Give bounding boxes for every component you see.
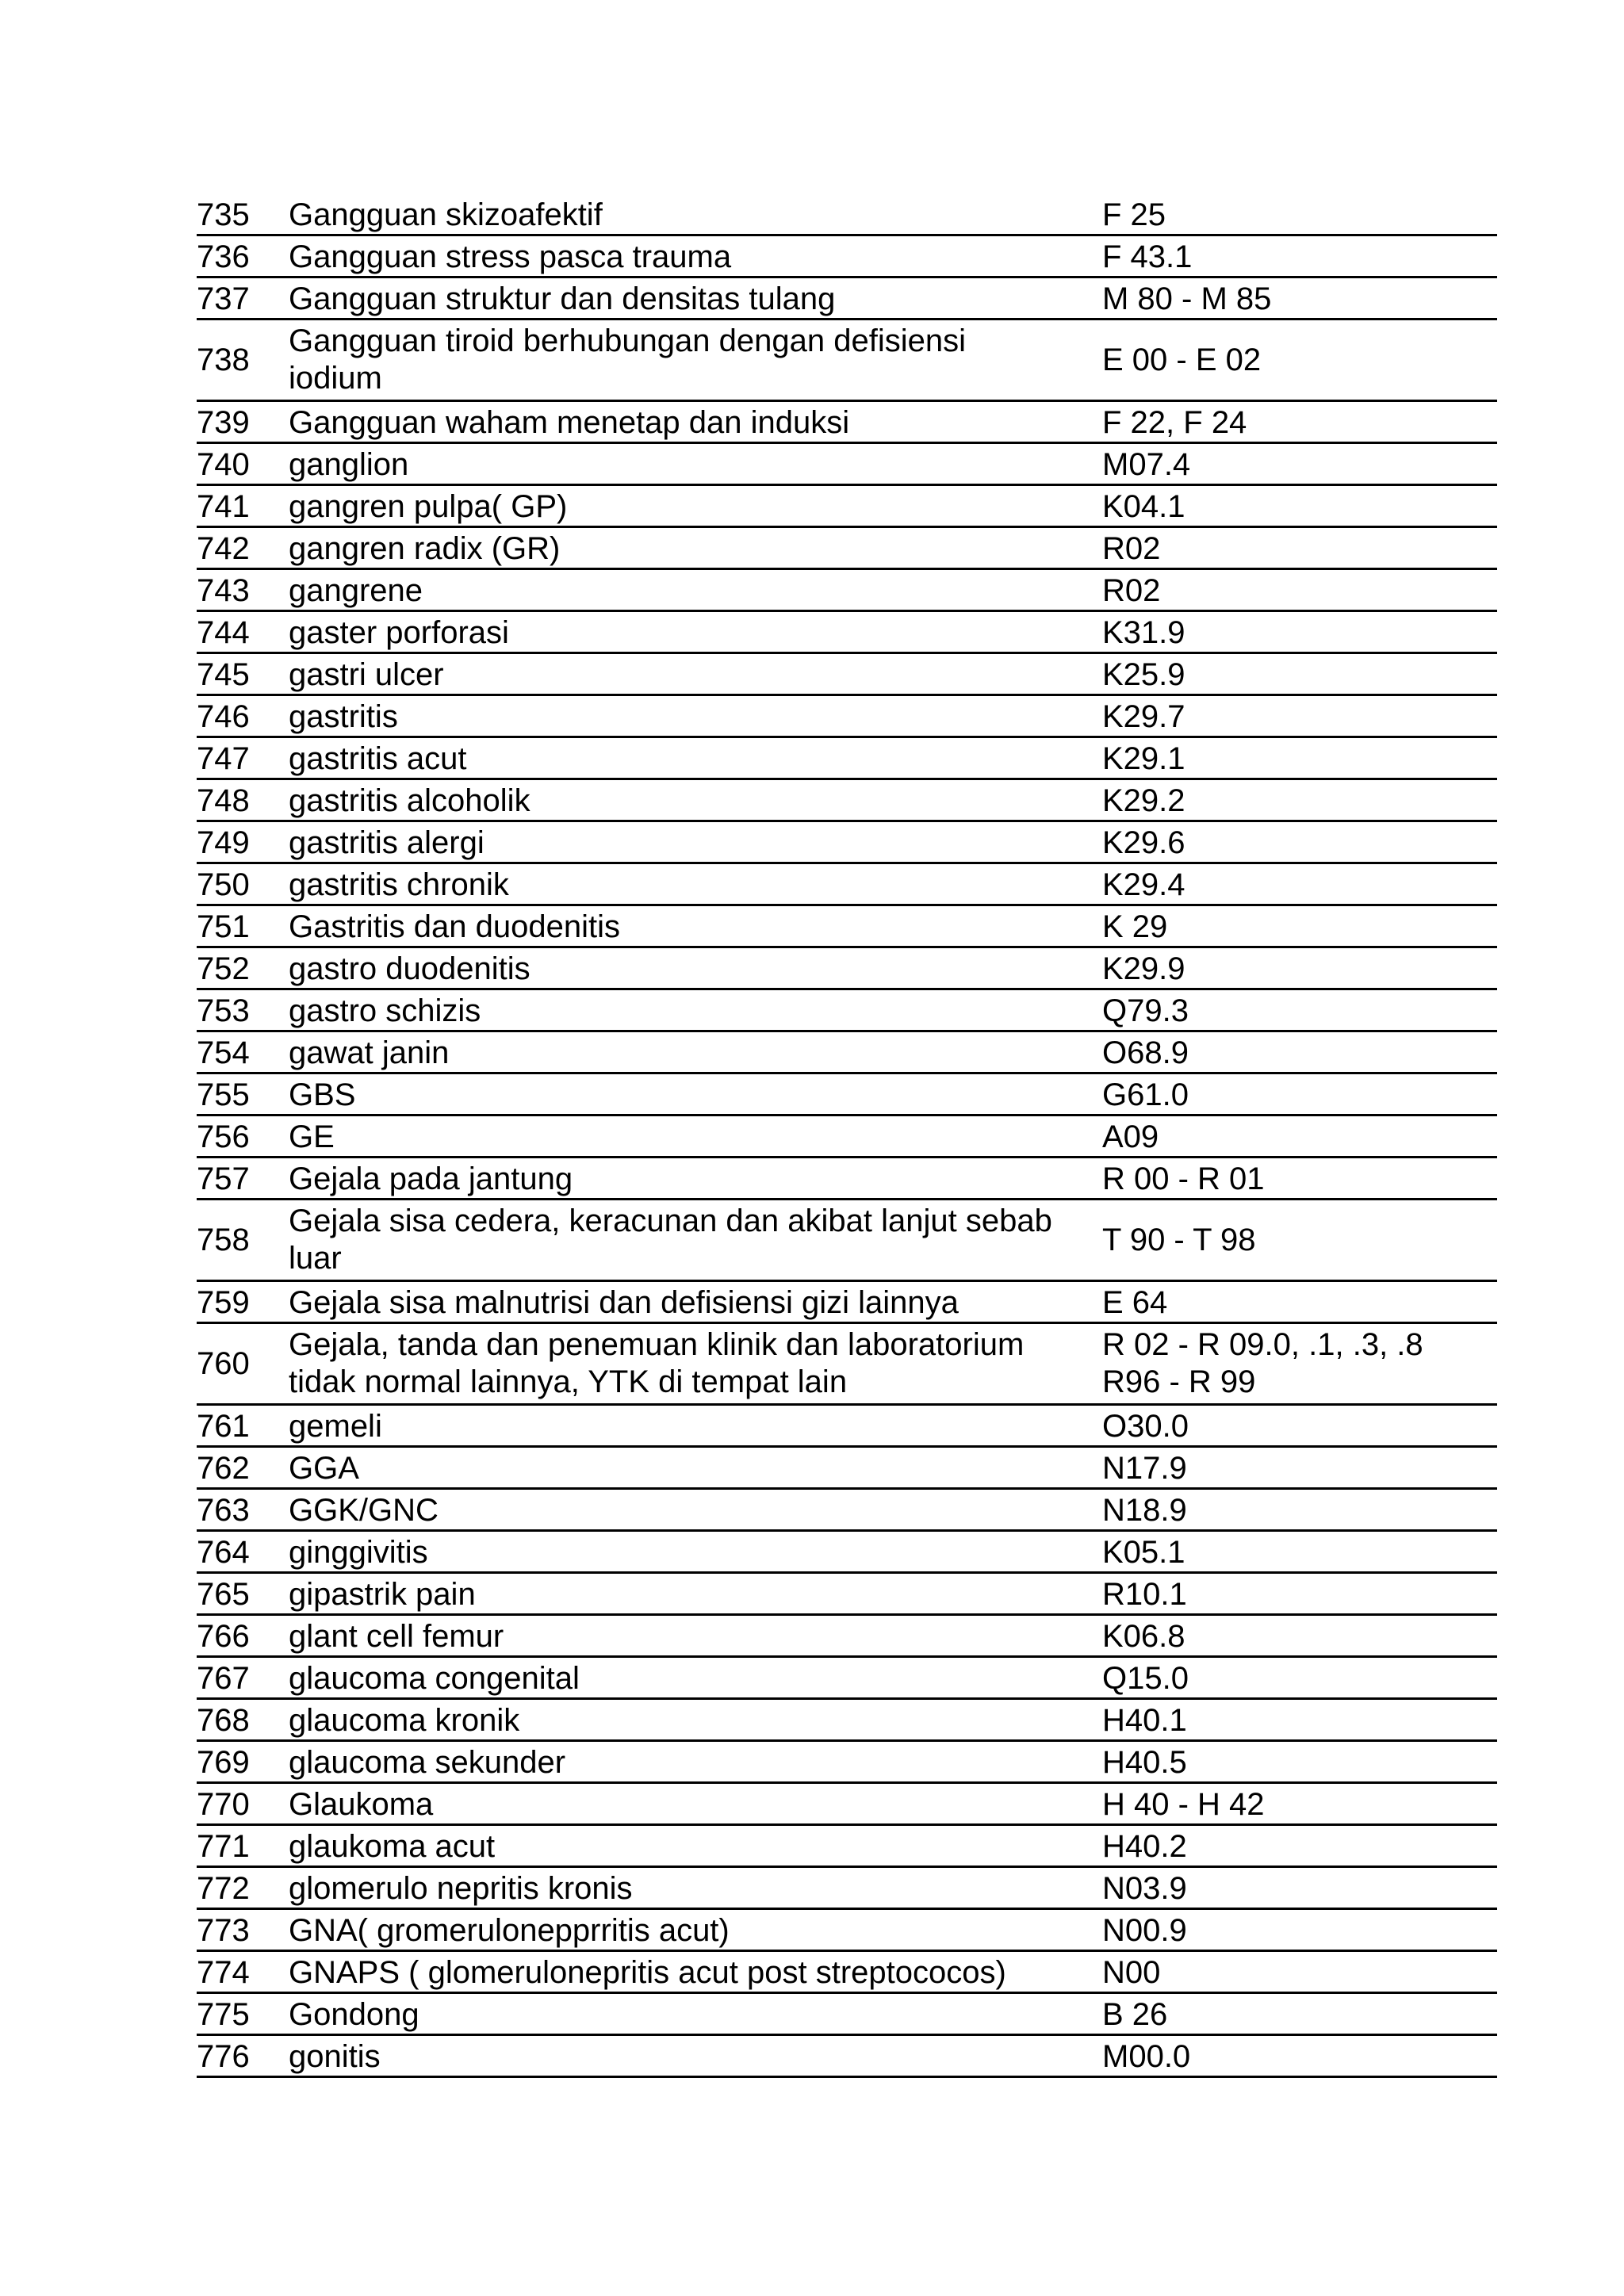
- diagnosis-text: GGA: [289, 1451, 359, 1486]
- diagnosis-text: GBS: [289, 1077, 356, 1112]
- row-number: 770: [197, 1787, 250, 1822]
- row-diagnosis: [289, 1448, 1102, 1487]
- icd-code-text: N00.9: [1102, 1913, 1187, 1948]
- row-number: 745: [197, 657, 250, 692]
- table-row: [197, 1574, 1497, 1616]
- row-number: 754: [197, 1035, 250, 1070]
- row-icd-code: [1102, 1868, 1497, 1908]
- table-row: [197, 1784, 1497, 1826]
- icd-code-text: A09: [1102, 1119, 1159, 1154]
- row-number: 756: [197, 1119, 250, 1154]
- row-icd-code: [1102, 444, 1497, 484]
- row-number: 774: [197, 1955, 250, 1990]
- table-row: [197, 1074, 1497, 1116]
- table-row: [197, 236, 1497, 278]
- diagnosis-text: gemeli: [289, 1409, 382, 1444]
- icd-code-text: E 00 - E 02: [1102, 342, 1262, 377]
- diagnosis-text: glaucoma congenital: [289, 1661, 580, 1696]
- table-row: [197, 1700, 1497, 1742]
- row-number: 752: [197, 951, 250, 986]
- diagnosis-text: GNA( gromerulonepprritis acut): [289, 1913, 730, 1948]
- icd-code-text: O30.0: [1102, 1409, 1189, 1444]
- row-icd-code: [1102, 654, 1497, 694]
- icd-code-text: K31.9: [1102, 615, 1185, 650]
- row-icd-code: [1102, 1074, 1497, 1114]
- icd-code-text: R10.1: [1102, 1577, 1187, 1612]
- icd-code-text: F 43.1: [1102, 239, 1193, 274]
- row-number: 773: [197, 1913, 250, 1948]
- row-icd-code: [1102, 1616, 1497, 1655]
- diagnosis-text: gangren pulpa( GP): [289, 489, 568, 524]
- diagnosis-text: Gangguan stress pasca trauma: [289, 239, 732, 274]
- table-row: [197, 822, 1497, 864]
- icd-code-text: H40.1: [1102, 1703, 1187, 1738]
- icd-code-text: K04.1: [1102, 489, 1185, 524]
- icd-code-text: H 40 - H 42: [1102, 1787, 1265, 1822]
- row-diagnosis: [289, 278, 1102, 318]
- diagnosis-text: glaukoma acut: [289, 1829, 496, 1864]
- row-icd-code: [1102, 1658, 1497, 1697]
- row-icd-code: [1102, 194, 1497, 234]
- diagnosis-text: gastritis: [289, 699, 398, 734]
- icd-code-text: R 00 - R 01: [1102, 1161, 1265, 1196]
- row-diagnosis: [289, 738, 1102, 778]
- row-diagnosis: [289, 236, 1102, 276]
- icd-code-text: K29.7: [1102, 699, 1185, 734]
- row-diagnosis: [289, 1952, 1102, 1992]
- diagnosis-text: Gangguan waham menetap dan induksi: [289, 405, 850, 440]
- row-number: 749: [197, 825, 250, 860]
- diagnosis-text: Gastritis dan duodenitis: [289, 909, 621, 944]
- icd-code-text: K29.1: [1102, 741, 1185, 776]
- diagnosis-text: Glaukoma: [289, 1787, 434, 1822]
- row-icd-code: [1102, 486, 1497, 526]
- row-icd-code: [1102, 570, 1497, 610]
- icd-code-text: K25.9: [1102, 657, 1185, 692]
- icd-code-text: M00.0: [1102, 2039, 1191, 2074]
- row-diagnosis: [289, 948, 1102, 988]
- row-icd-code: [1102, 1532, 1497, 1571]
- row-diagnosis: [289, 1200, 1102, 1280]
- diagnosis-text: iodium: [289, 361, 382, 396]
- row-diagnosis: [289, 822, 1102, 862]
- table-row: [197, 570, 1497, 612]
- row-icd-code: [1102, 1324, 1497, 1403]
- diagnosis-text: gastri ulcer: [289, 657, 444, 692]
- row-icd-code: [1102, 990, 1497, 1030]
- icd-code-text: K06.8: [1102, 1619, 1185, 1654]
- diagnosis-text: glaucoma kronik: [289, 1703, 520, 1738]
- row-number: 760: [197, 1346, 250, 1381]
- row-number: 763: [197, 1493, 250, 1528]
- row-icd-code: [1102, 1826, 1497, 1866]
- row-icd-code: [1102, 1574, 1497, 1613]
- row-diagnosis: [289, 570, 1102, 610]
- row-number: 757: [197, 1161, 250, 1196]
- diagnosis-text: gonitis: [289, 2039, 381, 2074]
- icd-code-text: K29.4: [1102, 867, 1185, 902]
- row-diagnosis: [289, 1910, 1102, 1950]
- row-diagnosis: [289, 1032, 1102, 1072]
- table-row: [197, 278, 1497, 320]
- diagnosis-text: ginggivitis: [289, 1535, 428, 1570]
- table-row: [197, 612, 1497, 654]
- row-icd-code: [1102, 822, 1497, 862]
- row-diagnosis: [289, 1282, 1102, 1322]
- diagnosis-text: Gangguan tiroid berhubungan dengan defisiensi: [289, 323, 967, 358]
- diagnosis-text: Gejala sisa cedera, keracunan dan akibat lanjut sebab: [289, 1203, 1052, 1238]
- row-diagnosis: [289, 990, 1102, 1030]
- row-number: 759: [197, 1285, 250, 1320]
- row-icd-code: [1102, 696, 1497, 736]
- icd-code-text: K29.2: [1102, 783, 1185, 818]
- row-number: 772: [197, 1871, 250, 1906]
- row-diagnosis: [289, 1658, 1102, 1697]
- row-diagnosis: [289, 906, 1102, 946]
- row-diagnosis: [289, 780, 1102, 820]
- diagnosis-text: Gangguan struktur dan densitas tulang: [289, 281, 836, 316]
- diagnosis-text: gangren radix (GR): [289, 531, 561, 566]
- row-number: 761: [197, 1409, 250, 1444]
- row-number: 735: [197, 197, 250, 232]
- row-number: 736: [197, 239, 250, 274]
- row-number: 775: [197, 1997, 250, 2032]
- diagnosis-text: glomerulo nepritis kronis: [289, 1871, 633, 1906]
- icd-code-text: F 25: [1102, 197, 1166, 232]
- table-row: [197, 2036, 1497, 2078]
- diagnosis-text: gastro schizis: [289, 993, 481, 1028]
- table-row: [197, 1282, 1497, 1324]
- table-row: [197, 1532, 1497, 1574]
- row-icd-code: [1102, 738, 1497, 778]
- icd-code-text: H40.5: [1102, 1745, 1187, 1780]
- icd-code-text: R02: [1102, 573, 1161, 608]
- table-row: [197, 864, 1497, 906]
- row-icd-code: [1102, 1116, 1497, 1156]
- table-row: [197, 948, 1497, 990]
- row-number: 748: [197, 783, 250, 818]
- row-icd-code: [1102, 612, 1497, 652]
- table-row: [197, 1032, 1497, 1074]
- row-number: 769: [197, 1745, 250, 1780]
- diagnosis-text: GGK/GNC: [289, 1493, 439, 1528]
- row-number: 762: [197, 1451, 250, 1486]
- icd-code-text: R 02 - R 09.0, .1, .3, .8: [1102, 1327, 1423, 1362]
- table-row: [197, 1910, 1497, 1952]
- row-number: 776: [197, 2039, 250, 2074]
- diagnosis-text: GE: [289, 1119, 335, 1154]
- row-number: 765: [197, 1577, 250, 1612]
- row-diagnosis: [289, 528, 1102, 568]
- table-row: [197, 1742, 1497, 1784]
- row-number: 743: [197, 573, 250, 608]
- row-icd-code: [1102, 1406, 1497, 1445]
- row-icd-code: [1102, 528, 1497, 568]
- row-number: 750: [197, 867, 250, 902]
- diagnosis-text: Gondong: [289, 1997, 419, 2032]
- row-icd-code: [1102, 1700, 1497, 1739]
- icd-code-text: N03.9: [1102, 1871, 1187, 1906]
- row-diagnosis: [289, 1116, 1102, 1156]
- row-icd-code: [1102, 1032, 1497, 1072]
- row-icd-code: [1102, 1742, 1497, 1781]
- diagnosis-text: Gangguan skizoafektif: [289, 197, 603, 232]
- row-diagnosis: [289, 1742, 1102, 1781]
- row-icd-code: [1102, 1490, 1497, 1529]
- row-diagnosis: [289, 2036, 1102, 2076]
- row-diagnosis: [289, 1324, 1102, 1403]
- table-row: [197, 738, 1497, 780]
- row-diagnosis: [289, 1532, 1102, 1571]
- row-number: 771: [197, 1829, 250, 1864]
- row-diagnosis: [289, 1868, 1102, 1908]
- table-row: [197, 1324, 1497, 1406]
- row-icd-code: [1102, 2036, 1497, 2076]
- row-icd-code: [1102, 1994, 1497, 2034]
- row-icd-code: [1102, 1200, 1497, 1280]
- table-row: [197, 1200, 1497, 1282]
- icd-code-text: N00: [1102, 1955, 1161, 1990]
- row-number: 746: [197, 699, 250, 734]
- diagnosis-text: gaster porforasi: [289, 615, 509, 650]
- diagnosis-text: gastritis alcoholik: [289, 783, 530, 818]
- row-icd-code: [1102, 780, 1497, 820]
- icd-code-text: B 26: [1102, 1997, 1168, 2032]
- row-diagnosis: [289, 1994, 1102, 2034]
- table-row: [197, 1616, 1497, 1658]
- diagnosis-text: gipastrik pain: [289, 1577, 476, 1612]
- table-row: [197, 1158, 1497, 1200]
- row-icd-code: [1102, 906, 1497, 946]
- table-row: [197, 194, 1497, 236]
- table-row: [197, 906, 1497, 948]
- row-number: 767: [197, 1661, 250, 1696]
- diagnosis-text: glant cell femur: [289, 1619, 504, 1654]
- icd-code-text: E 64: [1102, 1285, 1168, 1320]
- diagnosis-text: Gejala sisa malnutrisi dan defisiensi gizi lainnya: [289, 1285, 959, 1320]
- row-diagnosis: [289, 1490, 1102, 1529]
- diagnosis-text: glaucoma sekunder: [289, 1745, 566, 1780]
- table-row: [197, 1448, 1497, 1490]
- table-row: [197, 696, 1497, 738]
- row-diagnosis: [289, 1616, 1102, 1655]
- diagnosis-text: gawat janin: [289, 1035, 450, 1070]
- row-icd-code: [1102, 402, 1497, 442]
- row-icd-code: [1102, 1952, 1497, 1992]
- row-icd-code: [1102, 278, 1497, 318]
- row-diagnosis: [289, 1574, 1102, 1613]
- table-row: [197, 320, 1497, 402]
- row-number: 768: [197, 1703, 250, 1738]
- table-row: [197, 1952, 1497, 1994]
- diagnosis-text: Gejala pada jantung: [289, 1161, 573, 1196]
- row-icd-code: [1102, 948, 1497, 988]
- row-number: 740: [197, 447, 250, 482]
- table-row: [197, 1490, 1497, 1532]
- icd-code-text: Q79.3: [1102, 993, 1189, 1028]
- row-diagnosis: [289, 1074, 1102, 1114]
- row-number: 737: [197, 281, 250, 316]
- diagnosis-text: tidak normal lainnya, YTK di tempat lain: [289, 1364, 848, 1399]
- row-number: 764: [197, 1535, 250, 1570]
- diagnosis-text: gastritis alergi: [289, 825, 485, 860]
- diagnosis-text: gangrene: [289, 573, 423, 608]
- row-icd-code: [1102, 1784, 1497, 1823]
- row-diagnosis: [289, 194, 1102, 234]
- row-number: 739: [197, 405, 250, 440]
- icd-code-text: N17.9: [1102, 1451, 1187, 1486]
- row-number: 766: [197, 1619, 250, 1654]
- icd-code-text: R02: [1102, 531, 1161, 566]
- diagnosis-text: GNAPS ( glomerulonepritis acut post streptococos): [289, 1955, 1006, 1990]
- table-row: [197, 1116, 1497, 1158]
- row-diagnosis: [289, 1158, 1102, 1198]
- row-diagnosis: [289, 486, 1102, 526]
- diagnosis-text: luar: [289, 1241, 342, 1276]
- icd-code-table: [197, 194, 1497, 2078]
- row-number: 742: [197, 531, 250, 566]
- row-number: 744: [197, 615, 250, 650]
- table-row: [197, 1658, 1497, 1700]
- table-row: [197, 486, 1497, 528]
- diagnosis-text: gastritis chronik: [289, 867, 509, 902]
- table-row: [197, 1826, 1497, 1868]
- row-icd-code: [1102, 1910, 1497, 1950]
- table-row: [197, 444, 1497, 486]
- icd-code-text: N18.9: [1102, 1493, 1187, 1528]
- row-number: 738: [197, 342, 250, 377]
- row-number: 747: [197, 741, 250, 776]
- icd-code-text: O68.9: [1102, 1035, 1189, 1070]
- icd-code-text: T 90 - T 98: [1102, 1223, 1256, 1257]
- icd-code-text: F 22, F 24: [1102, 405, 1247, 440]
- icd-code-text: M07.4: [1102, 447, 1191, 482]
- icd-code-text: R96 - R 99: [1102, 1364, 1256, 1399]
- icd-code-text: H40.2: [1102, 1829, 1187, 1864]
- diagnosis-text: ganglion: [289, 447, 409, 482]
- row-diagnosis: [289, 1826, 1102, 1866]
- row-diagnosis: [289, 612, 1102, 652]
- row-diagnosis: [289, 864, 1102, 904]
- row-icd-code: [1102, 864, 1497, 904]
- row-icd-code: [1102, 1282, 1497, 1322]
- row-diagnosis: [289, 696, 1102, 736]
- diagnosis-text: gastritis acut: [289, 741, 467, 776]
- table-row: [197, 990, 1497, 1032]
- icd-code-text: Q15.0: [1102, 1661, 1189, 1696]
- row-icd-code: [1102, 1158, 1497, 1198]
- table-row: [197, 528, 1497, 570]
- row-diagnosis: [289, 1784, 1102, 1823]
- table-row: [197, 1868, 1497, 1910]
- row-icd-code: [1102, 236, 1497, 276]
- row-diagnosis: [289, 1700, 1102, 1739]
- row-number: 753: [197, 993, 250, 1028]
- row-diagnosis: [289, 1406, 1102, 1445]
- row-diagnosis: [289, 402, 1102, 442]
- table-row: [197, 1994, 1497, 2036]
- diagnosis-text: gastro duodenitis: [289, 951, 530, 986]
- icd-code-text: K29.9: [1102, 951, 1185, 986]
- row-diagnosis: [289, 320, 1102, 400]
- row-diagnosis: [289, 444, 1102, 484]
- row-diagnosis: [289, 654, 1102, 694]
- icd-code-text: M 80 - M 85: [1102, 281, 1272, 316]
- icd-code-text: G61.0: [1102, 1077, 1189, 1112]
- icd-code-text: K05.1: [1102, 1535, 1185, 1570]
- table-row: [197, 654, 1497, 696]
- row-number: 751: [197, 909, 250, 944]
- row-icd-code: [1102, 1448, 1497, 1487]
- icd-code-text: K 29: [1102, 909, 1168, 944]
- table-row: [197, 402, 1497, 444]
- row-icd-code: [1102, 320, 1497, 400]
- row-number: 741: [197, 489, 250, 524]
- row-number: 755: [197, 1077, 250, 1112]
- table-row: [197, 1406, 1497, 1448]
- row-number: 758: [197, 1223, 250, 1257]
- icd-code-text: K29.6: [1102, 825, 1185, 860]
- diagnosis-text: Gejala, tanda dan penemuan klinik dan laboratorium: [289, 1327, 1025, 1362]
- table-row: [197, 780, 1497, 822]
